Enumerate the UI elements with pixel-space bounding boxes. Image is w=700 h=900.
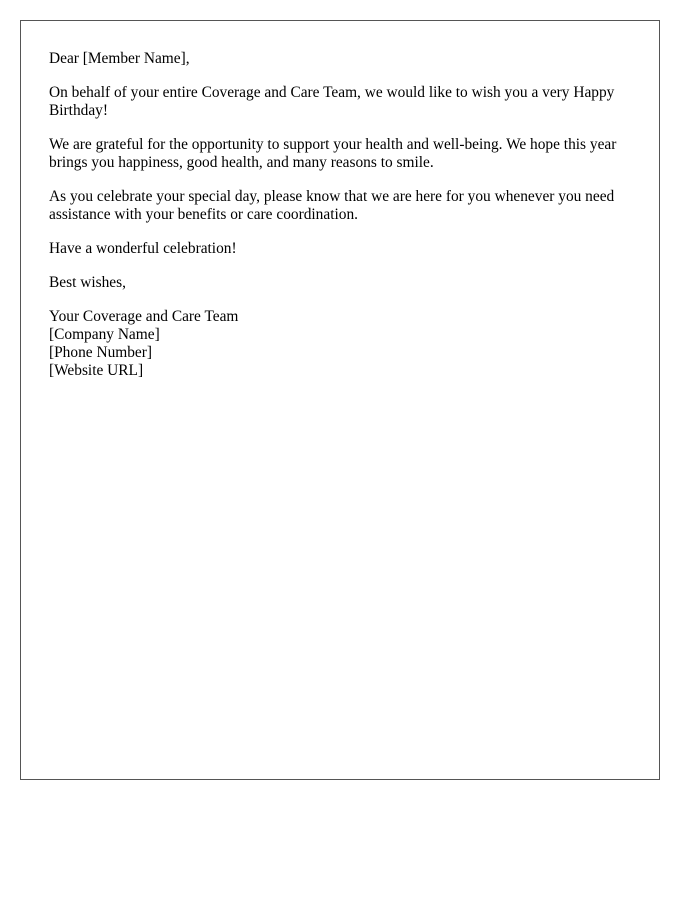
- letter-body: [49, 50, 624, 380]
- signature-block: [49, 308, 624, 380]
- paragraph-birthday-wish: On behalf of your entire Coverage and Care Team, we would like to wish you a very Happy Birthday!: [49, 84, 615, 119]
- closing: Best wishes,: [49, 274, 126, 291]
- signature-phone: [Phone Number]: [49, 344, 153, 361]
- signature-team: Your Coverage and Care Team: [49, 308, 239, 325]
- paragraph-gratitude: We are grateful for the opportunity to support your health and well-being. We hope this year brings you happiness, good health, and many reasons to smile.: [49, 136, 617, 171]
- salutation: Dear [Member Name],: [49, 50, 190, 67]
- signature-company: [Company Name]: [49, 326, 160, 343]
- paragraph-celebration: Have a wonderful celebration!: [49, 240, 237, 257]
- letter-page: [20, 20, 660, 780]
- paragraph-assistance: As you celebrate your special day, please know that we are here for you whenever you need assistance with your benefits or care coordination.: [49, 188, 615, 223]
- signature-website: [Website URL]: [49, 362, 144, 379]
